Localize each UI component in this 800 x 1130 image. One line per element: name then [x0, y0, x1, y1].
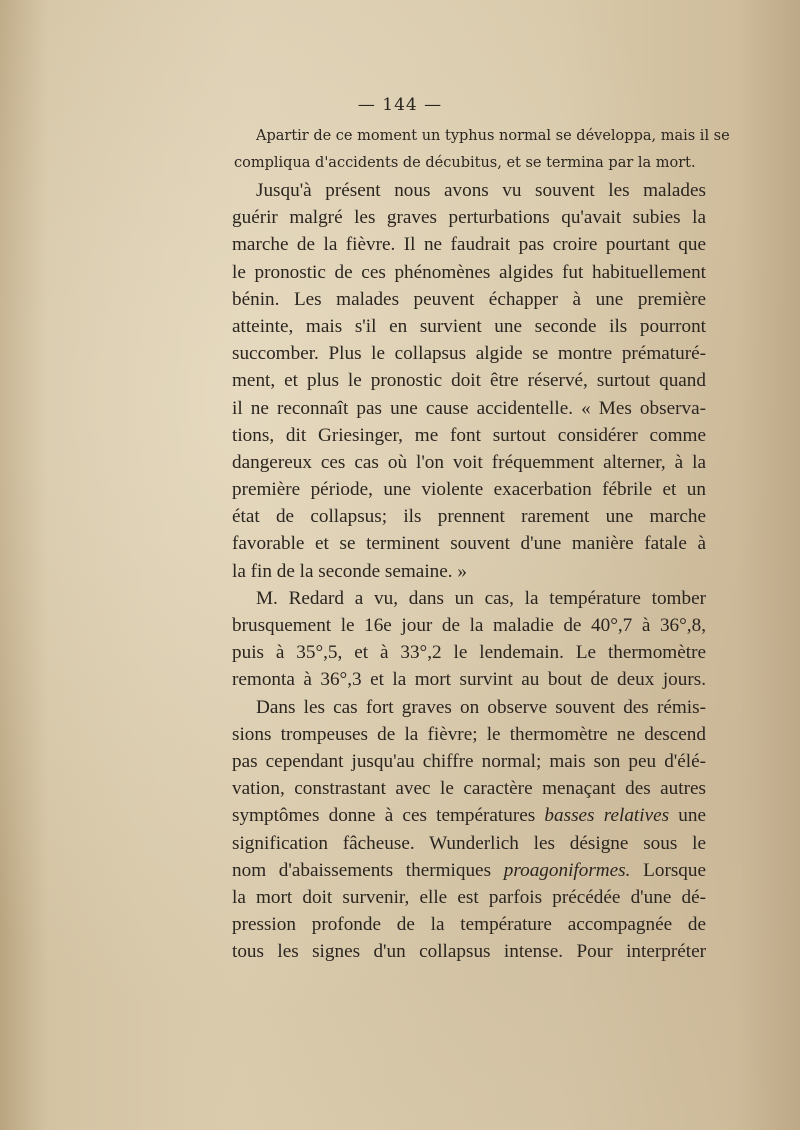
text-line: première période, une violente exacerbation fébrile et un: [232, 479, 706, 501]
text-line: pression profonde de la température accompagnée de: [232, 914, 706, 936]
emphasis-text: basses relatives: [544, 805, 670, 827]
text-line-with-emphasis: [232, 857, 706, 884]
text-line: dangereux ces cas où l'on voit fréquemment alterner, à la: [232, 451, 706, 473]
text-line: tions, dit Griesinger, me font surtout considérer comme: [232, 424, 706, 446]
text-line: puis à 35°,5, et à 33°,2 le lendemain. Le thermomètre: [232, 642, 706, 664]
text-line: guérir malgré les graves perturbations qu'avait subies la: [232, 207, 706, 229]
footnote-line: Apartir de ce moment un typhus normal se développa, mais il se: [256, 128, 730, 144]
text-line: marche de la fièvre. Il ne faudrait pas croire pourtant que: [232, 234, 706, 256]
text-line: état de collapsus; ils prennent rarement une marche: [232, 506, 706, 528]
text-line: brusquement le 16e jour de la maladie de 40°,7 à 36°,8,: [232, 615, 706, 636]
page-number: — 144 —: [357, 95, 443, 115]
text-line: Dans les cas fort graves on observe souvent des rémis-: [256, 696, 706, 718]
footnote-line: compliqua d'accidents de décubitus, et se termina par la mort.: [234, 155, 696, 172]
text-line: ment, et plus le pronostic doit être réservé, surtout quand: [232, 370, 706, 392]
text-segment: nom d'abaissements thermiques: [232, 859, 492, 881]
text-line: remonta à 36°,3 et la mort survint au bout de deux jours.: [232, 669, 706, 691]
text-line-with-emphasis: [232, 802, 706, 829]
text-line: M. Redard a vu, dans un cas, la température tomber: [256, 587, 706, 609]
text-line: Jusqu'à présent nous avons vu souvent les malades: [256, 180, 706, 201]
text-line: pas cependant jusqu'au chiffre normal; mais son peu d'élé-: [232, 750, 706, 772]
text-segment: une: [678, 805, 707, 827]
text-line: il ne reconnaît pas une cause accidentelle. « Mes observa-: [232, 397, 706, 419]
main-text: [232, 177, 706, 965]
text-line: atteinte, mais s'il en survient une seconde ils pourront: [232, 315, 706, 337]
text-line: la fin de la seconde semaine. »: [232, 560, 467, 582]
footnote: [234, 126, 730, 180]
text-line: vation, constrastant avec le caractère menaçant des autres: [232, 778, 706, 800]
text-line: sions trompeuses de la fièvre; le thermomètre ne descend: [232, 723, 706, 745]
text-line: bénin. Les malades peuvent échapper à une première: [232, 288, 706, 310]
text-line: tous les signes d'un collapsus intense. Pour interpréter: [232, 941, 706, 963]
text-line: le pronostic de ces phénomènes algides fut habituellement: [232, 261, 706, 283]
text-line: signification fâcheuse. Wunderlich les désigne sous le: [232, 832, 706, 854]
text-segment: symptômes donne à ces températures: [232, 805, 536, 827]
emphasis-text: proagoniformes.: [503, 859, 631, 881]
text-line: favorable et se terminent souvent d'une manière fatale à: [232, 533, 706, 555]
text-line: succomber. Plus le collapsus algide se montre prématuré-: [232, 343, 706, 365]
text-segment: Lorsque: [643, 859, 707, 881]
text-line: la mort doit survenir, elle est parfois précédée d'une dé-: [232, 886, 706, 908]
